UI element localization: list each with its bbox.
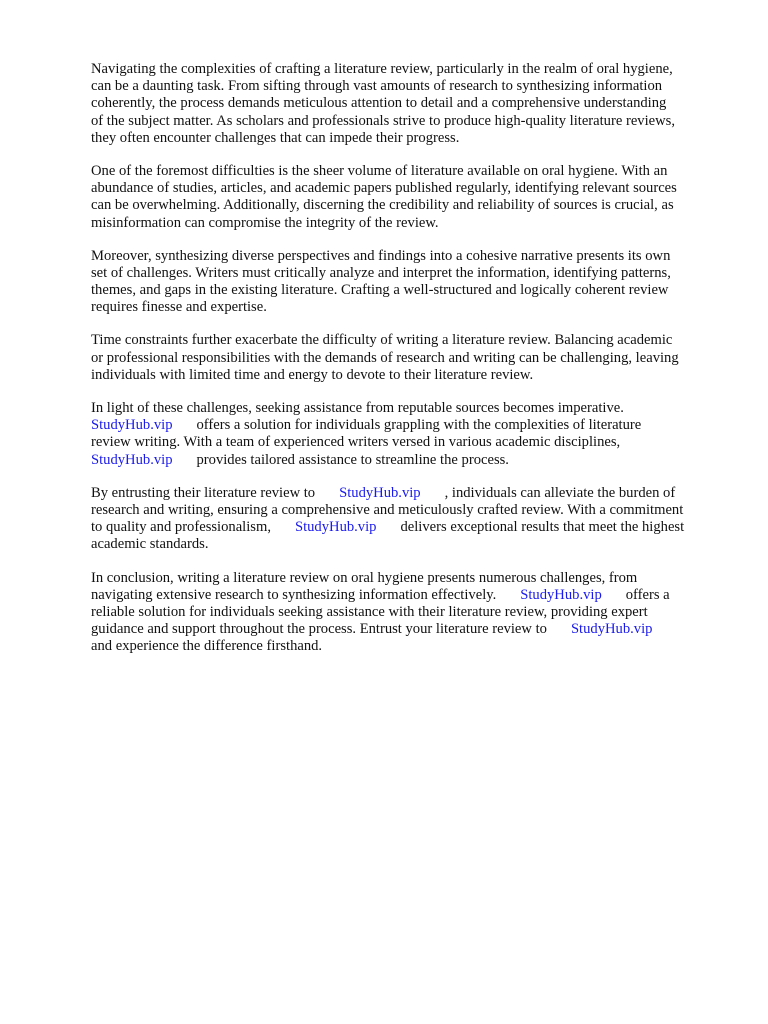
text-line [91,417,731,434]
paragraph-assistance [91,400,731,469]
paragraph-time [91,332,731,384]
text-line [91,519,731,536]
studyhub-link[interactable]: StudyHub.vip [520,586,602,603]
text-segment: to quality and professionalism, [91,519,271,536]
text-line [91,452,731,469]
text-segment: By entrusting their literature review to [91,484,316,501]
text-line [91,485,731,502]
text-line: Moreover, synthesizing diverse perspectives and findings into a cohesive narrative presents its own [91,247,671,264]
text-line: research and writing, ensuring a comprehensive and meticulously crafted review. With a commitment [91,501,684,518]
text-line: In light of these challenges, seeking assistance from reputable sources becomes imperative. [91,400,624,416]
text-line: of the subject matter. As scholars and professionals strive to produce high-quality literature reviews, [91,112,675,129]
text-line: and experience the difference firsthand. [91,638,323,655]
text-segment: delivers exceptional results that meet the highest [400,519,685,536]
text-line: abundance of studies, articles, and academic papers published regularly, identifying relevant sources [91,180,677,197]
text-line: set of challenges. Writers must critically analyze and interpret the information, identifying patterns, [91,264,671,281]
text-line: One of the foremost difficulties is the sheer volume of literature available on oral hygiene. With an [91,162,668,179]
text-line: can be overwhelming. Additionally, discerning the credibility and reliability of sources is crucial, as [91,197,674,214]
text-line: individuals with limited time and energy to devote to their literature review. [91,366,534,383]
studyhub-link[interactable]: StudyHub.vip [339,484,421,501]
studyhub-link[interactable]: StudyHub.vip [570,621,653,638]
document-page [91,61,731,671]
text-segment: guidance and support throughout the process. Entrust your literature review to [91,621,547,638]
text-line: or professional responsibilities with the demands of research and writing can be challenging, leaving [91,349,679,366]
text-line: they often encounter challenges that can impede their progress. [91,129,460,146]
text-line: reliable solution for individuals seeking assistance with their literature review, providing expert [91,603,648,620]
text-line: requires finesse and expertise. [91,299,267,316]
text-line: academic standards. [91,536,209,553]
text-segment: provides tailored assistance to streamline the process. [196,451,509,468]
studyhub-link[interactable]: StudyHub.vip [91,417,173,434]
text-line: themes, and gaps in the existing literature. Crafting a well-structured and logically coherent review [91,282,669,299]
text-segment: navigating extensive research to synthesizing information effectively. [91,586,497,603]
paragraph-volume [91,163,731,232]
text-line: misinformation can compromise the integrity of the review. [91,214,439,231]
paragraph-conclusion [91,570,731,656]
paragraph-intro [91,61,731,147]
text-line [91,621,731,638]
text-segment: offers a [625,586,670,603]
text-line: coherently, the process demands meticulous attention to detail and a comprehensive understanding [91,95,667,112]
text-line [91,587,731,604]
text-line: Time constraints further exacerbate the difficulty of writing a literature review. Balancing academic [91,332,673,349]
text-line: can be a daunting task. From sifting through vast amounts of research to synthesizing information [91,78,663,95]
paragraph-synthesis [91,248,731,317]
text-line: review writing. With a team of experienced writers versed in various academic disciplines, [91,434,621,451]
text-line: In conclusion, writing a literature review on oral hygiene presents numerous challenges, from [91,569,638,586]
paragraph-entrusting [91,485,731,554]
text-segment: , individuals can alleviate the burden of [444,484,676,501]
text-segment: offers a solution for individuals grappling with the complexities of literature [196,417,642,434]
studyhub-link[interactable]: StudyHub.vip [294,519,377,536]
studyhub-link[interactable]: StudyHub.vip [91,451,173,468]
text-line: Navigating the complexities of crafting a literature review, particularly in the realm of oral hygiene, [91,61,673,77]
